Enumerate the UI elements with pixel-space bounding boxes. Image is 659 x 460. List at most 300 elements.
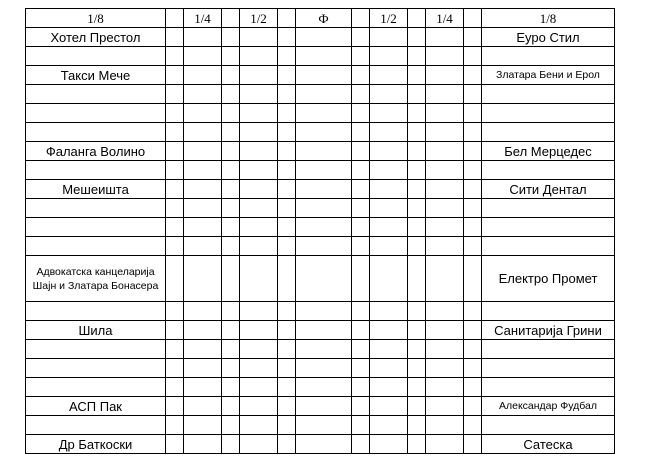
winner-slot xyxy=(240,397,278,416)
bracket-row xyxy=(26,340,615,359)
score-cell xyxy=(464,199,482,218)
round-header-left-r16: 1/8 xyxy=(26,9,166,28)
score-cell xyxy=(166,321,184,340)
score-cell xyxy=(166,180,184,199)
winner-slot xyxy=(184,199,222,218)
score-cell xyxy=(464,435,482,454)
score-cell xyxy=(464,180,482,199)
bracket-row xyxy=(26,161,615,180)
winner-slot xyxy=(240,321,278,340)
winner-slot xyxy=(426,47,464,66)
bracket-row xyxy=(26,104,615,123)
score-cell xyxy=(222,237,240,256)
score-cell xyxy=(278,378,296,397)
winner-slot xyxy=(370,66,408,85)
left-team-slot: АСП Пак xyxy=(26,397,166,416)
winner-slot xyxy=(370,256,408,302)
winner-slot xyxy=(426,180,464,199)
score-cell xyxy=(408,340,426,359)
winner-slot xyxy=(296,199,352,218)
score-cell xyxy=(278,104,296,123)
header-spacer xyxy=(352,9,370,28)
score-cell xyxy=(222,66,240,85)
winner-slot xyxy=(426,416,464,435)
score-cell xyxy=(166,435,184,454)
score-cell xyxy=(464,378,482,397)
winner-slot xyxy=(240,123,278,142)
score-cell xyxy=(408,180,426,199)
right-team-slot xyxy=(482,340,615,359)
winner-slot xyxy=(184,237,222,256)
winner-slot xyxy=(370,161,408,180)
score-cell xyxy=(408,378,426,397)
score-cell xyxy=(352,237,370,256)
header-spacer xyxy=(166,9,184,28)
score-cell xyxy=(464,123,482,142)
bracket-row xyxy=(26,142,615,161)
winner-slot xyxy=(184,416,222,435)
winner-slot xyxy=(426,378,464,397)
winner-slot xyxy=(296,161,352,180)
winner-slot xyxy=(296,28,352,47)
score-cell xyxy=(166,123,184,142)
score-cell xyxy=(278,359,296,378)
left-team-slot: Шила xyxy=(26,321,166,340)
score-cell xyxy=(166,161,184,180)
left-team-slot xyxy=(26,359,166,378)
winner-slot xyxy=(184,47,222,66)
winner-slot xyxy=(240,237,278,256)
winner-slot xyxy=(240,378,278,397)
score-cell xyxy=(408,321,426,340)
score-cell xyxy=(408,85,426,104)
score-cell xyxy=(166,378,184,397)
score-cell xyxy=(408,142,426,161)
left-team-slot: Фаланга Волино xyxy=(26,142,166,161)
winner-slot xyxy=(240,66,278,85)
score-cell xyxy=(408,28,426,47)
score-cell xyxy=(352,47,370,66)
winner-slot xyxy=(296,66,352,85)
score-cell xyxy=(464,47,482,66)
score-cell xyxy=(352,359,370,378)
score-cell xyxy=(464,321,482,340)
winner-slot xyxy=(240,28,278,47)
score-cell xyxy=(352,66,370,85)
winner-slot xyxy=(240,435,278,454)
winner-slot xyxy=(240,104,278,123)
score-cell xyxy=(278,161,296,180)
score-cell xyxy=(222,180,240,199)
score-cell xyxy=(464,359,482,378)
score-cell xyxy=(352,397,370,416)
winner-slot xyxy=(370,435,408,454)
score-cell xyxy=(352,378,370,397)
winner-slot xyxy=(296,359,352,378)
bracket-row xyxy=(26,302,615,321)
bracket-row xyxy=(26,199,615,218)
score-cell xyxy=(408,123,426,142)
score-cell xyxy=(278,302,296,321)
score-cell xyxy=(278,237,296,256)
score-cell xyxy=(278,28,296,47)
score-cell xyxy=(352,199,370,218)
left-team-slot xyxy=(26,416,166,435)
right-team-slot xyxy=(482,47,615,66)
winner-slot xyxy=(184,104,222,123)
score-cell xyxy=(278,85,296,104)
winner-slot xyxy=(426,321,464,340)
score-cell xyxy=(352,218,370,237)
score-cell xyxy=(166,302,184,321)
score-cell xyxy=(278,416,296,435)
winner-slot xyxy=(370,359,408,378)
winner-slot xyxy=(184,66,222,85)
right-team-slot xyxy=(482,104,615,123)
winner-slot xyxy=(240,340,278,359)
score-cell xyxy=(222,302,240,321)
score-cell xyxy=(408,416,426,435)
round-header-left-sf: 1/2 xyxy=(240,9,278,28)
right-team-slot xyxy=(482,123,615,142)
winner-slot xyxy=(370,321,408,340)
score-cell xyxy=(222,340,240,359)
score-cell xyxy=(278,435,296,454)
winner-slot xyxy=(296,378,352,397)
winner-slot xyxy=(426,359,464,378)
winner-slot xyxy=(184,218,222,237)
score-cell xyxy=(222,378,240,397)
score-cell xyxy=(222,104,240,123)
winner-slot xyxy=(184,302,222,321)
winner-slot xyxy=(296,180,352,199)
score-cell xyxy=(408,218,426,237)
score-cell xyxy=(352,435,370,454)
winner-slot xyxy=(370,28,408,47)
right-team-slot xyxy=(482,218,615,237)
right-team-slot: Санитарија Грини xyxy=(482,321,615,340)
score-cell xyxy=(408,397,426,416)
right-team-slot: Бел Мерцедес xyxy=(482,142,615,161)
winner-slot xyxy=(370,340,408,359)
score-cell xyxy=(222,435,240,454)
score-cell xyxy=(464,218,482,237)
header-spacer xyxy=(464,9,482,28)
right-team-slot: Еуро Стил xyxy=(482,28,615,47)
score-cell xyxy=(408,256,426,302)
winner-slot xyxy=(370,123,408,142)
score-cell xyxy=(222,161,240,180)
header-spacer xyxy=(408,9,426,28)
score-cell xyxy=(166,85,184,104)
score-cell xyxy=(222,85,240,104)
right-team-slot xyxy=(482,85,615,104)
winner-slot xyxy=(296,218,352,237)
winner-slot xyxy=(370,104,408,123)
right-team-slot: Електро Промет xyxy=(482,256,615,302)
score-cell xyxy=(222,359,240,378)
winner-slot xyxy=(296,237,352,256)
score-cell xyxy=(408,359,426,378)
right-team-slot: Златара Бени и Ерол xyxy=(482,66,615,85)
left-team-slot xyxy=(26,104,166,123)
winner-slot xyxy=(426,123,464,142)
left-team-slot: Адвокатска канцеларија Шајн и Златара Бонасера xyxy=(26,256,166,302)
score-cell xyxy=(408,435,426,454)
score-cell xyxy=(222,416,240,435)
score-cell xyxy=(278,123,296,142)
bracket-row xyxy=(26,123,615,142)
score-cell xyxy=(408,47,426,66)
score-cell xyxy=(222,47,240,66)
bracket-row xyxy=(26,321,615,340)
score-cell xyxy=(166,28,184,47)
winner-slot xyxy=(426,161,464,180)
winner-slot xyxy=(370,302,408,321)
header-row xyxy=(26,9,615,28)
winner-slot xyxy=(296,123,352,142)
left-team-slot: Мешеишта xyxy=(26,180,166,199)
round-header-right-r16: 1/8 xyxy=(482,9,615,28)
score-cell xyxy=(166,256,184,302)
winner-slot xyxy=(240,218,278,237)
bracket-row xyxy=(26,435,615,454)
left-team-slot xyxy=(26,161,166,180)
score-cell xyxy=(166,47,184,66)
score-cell xyxy=(222,123,240,142)
winner-slot xyxy=(370,47,408,66)
right-team-slot xyxy=(482,378,615,397)
right-team-slot xyxy=(482,237,615,256)
left-team-slot xyxy=(26,378,166,397)
winner-slot xyxy=(370,218,408,237)
bracket-row xyxy=(26,237,615,256)
score-cell xyxy=(408,237,426,256)
bracket-row xyxy=(26,416,615,435)
right-team-slot xyxy=(482,302,615,321)
score-cell xyxy=(464,256,482,302)
score-cell xyxy=(278,180,296,199)
winner-slot xyxy=(184,142,222,161)
score-cell xyxy=(352,302,370,321)
score-cell xyxy=(278,340,296,359)
score-cell xyxy=(352,123,370,142)
score-cell xyxy=(278,47,296,66)
winner-slot xyxy=(370,85,408,104)
score-cell xyxy=(352,321,370,340)
winner-slot xyxy=(296,340,352,359)
bracket-row xyxy=(26,256,615,302)
winner-slot xyxy=(426,237,464,256)
winner-slot xyxy=(370,142,408,161)
winner-slot xyxy=(240,47,278,66)
winner-slot xyxy=(426,256,464,302)
score-cell xyxy=(278,142,296,161)
score-cell xyxy=(352,416,370,435)
left-team-slot xyxy=(26,123,166,142)
winner-slot xyxy=(184,435,222,454)
left-team-slot: Др Баткоски xyxy=(26,435,166,454)
score-cell xyxy=(166,340,184,359)
score-cell xyxy=(464,416,482,435)
score-cell xyxy=(278,256,296,302)
right-team-slot xyxy=(482,416,615,435)
right-team-slot: Сатеска xyxy=(482,435,615,454)
score-cell xyxy=(166,397,184,416)
tournament-bracket xyxy=(25,8,615,454)
score-cell xyxy=(278,321,296,340)
winner-slot xyxy=(370,416,408,435)
winner-slot xyxy=(296,416,352,435)
winner-slot xyxy=(426,28,464,47)
winner-slot xyxy=(426,199,464,218)
bracket-row xyxy=(26,397,615,416)
score-cell xyxy=(278,218,296,237)
round-header-right-sf: 1/2 xyxy=(370,9,408,28)
winner-slot xyxy=(426,104,464,123)
bracket-row xyxy=(26,85,615,104)
score-cell xyxy=(222,397,240,416)
winner-slot xyxy=(370,237,408,256)
right-team-slot: Сити Дентал xyxy=(482,180,615,199)
winner-slot xyxy=(426,435,464,454)
winner-slot xyxy=(184,340,222,359)
score-cell xyxy=(278,199,296,218)
winner-slot xyxy=(296,256,352,302)
winner-slot xyxy=(240,142,278,161)
winner-slot xyxy=(184,180,222,199)
score-cell xyxy=(352,340,370,359)
winner-slot xyxy=(184,161,222,180)
score-cell xyxy=(464,85,482,104)
bracket-row xyxy=(26,66,615,85)
score-cell xyxy=(222,142,240,161)
score-cell xyxy=(166,359,184,378)
bracket-row xyxy=(26,28,615,47)
score-cell xyxy=(408,66,426,85)
winner-slot xyxy=(240,416,278,435)
score-cell xyxy=(222,321,240,340)
winner-slot xyxy=(296,104,352,123)
score-cell xyxy=(464,161,482,180)
header-spacer xyxy=(278,9,296,28)
score-cell xyxy=(464,66,482,85)
winner-slot xyxy=(184,85,222,104)
score-cell xyxy=(222,28,240,47)
score-cell xyxy=(464,237,482,256)
score-cell xyxy=(464,28,482,47)
bracket-row xyxy=(26,218,615,237)
winner-slot xyxy=(184,378,222,397)
left-team-slot xyxy=(26,302,166,321)
score-cell xyxy=(222,199,240,218)
score-cell xyxy=(408,302,426,321)
winner-slot xyxy=(426,85,464,104)
score-cell xyxy=(352,256,370,302)
score-cell xyxy=(352,85,370,104)
winner-slot xyxy=(426,397,464,416)
winner-slot xyxy=(296,321,352,340)
winner-slot xyxy=(370,180,408,199)
round-header-right-qf: 1/4 xyxy=(426,9,464,28)
winner-slot xyxy=(184,28,222,47)
score-cell xyxy=(352,28,370,47)
winner-slot xyxy=(426,142,464,161)
score-cell xyxy=(464,104,482,123)
winner-slot xyxy=(184,359,222,378)
score-cell xyxy=(166,199,184,218)
winner-slot xyxy=(240,199,278,218)
winner-slot xyxy=(240,85,278,104)
right-team-slot xyxy=(482,161,615,180)
score-cell xyxy=(408,199,426,218)
winner-slot xyxy=(370,397,408,416)
right-team-slot xyxy=(482,359,615,378)
score-cell xyxy=(352,104,370,123)
winner-slot xyxy=(426,218,464,237)
winner-slot xyxy=(426,340,464,359)
left-team-slot xyxy=(26,85,166,104)
score-cell xyxy=(464,302,482,321)
score-cell xyxy=(166,104,184,123)
bracket-row xyxy=(26,180,615,199)
winner-slot xyxy=(296,435,352,454)
score-cell xyxy=(166,416,184,435)
left-team-slot xyxy=(26,218,166,237)
left-team-slot: Хотел Престол xyxy=(26,28,166,47)
score-cell xyxy=(166,66,184,85)
score-cell xyxy=(464,340,482,359)
bracket-row xyxy=(26,47,615,66)
winner-slot xyxy=(184,256,222,302)
winner-slot xyxy=(296,85,352,104)
right-team-slot xyxy=(482,199,615,218)
bracket-row xyxy=(26,359,615,378)
score-cell xyxy=(352,142,370,161)
winner-slot xyxy=(240,359,278,378)
winner-slot xyxy=(370,378,408,397)
score-cell xyxy=(166,142,184,161)
winner-slot xyxy=(184,123,222,142)
winner-slot xyxy=(240,256,278,302)
score-cell xyxy=(222,256,240,302)
score-cell xyxy=(222,218,240,237)
right-team-slot: Александар Фудбал xyxy=(482,397,615,416)
left-team-slot xyxy=(26,199,166,218)
score-cell xyxy=(166,218,184,237)
score-cell xyxy=(464,142,482,161)
left-team-slot xyxy=(26,237,166,256)
winner-slot xyxy=(426,302,464,321)
winner-slot xyxy=(240,161,278,180)
score-cell xyxy=(464,397,482,416)
winner-slot xyxy=(370,199,408,218)
winner-slot xyxy=(184,397,222,416)
header-spacer xyxy=(222,9,240,28)
left-team-slot xyxy=(26,340,166,359)
left-team-slot: Такси Мече xyxy=(26,66,166,85)
round-header-left-qf: 1/4 xyxy=(184,9,222,28)
score-cell xyxy=(408,161,426,180)
winner-slot xyxy=(240,302,278,321)
winner-slot xyxy=(296,142,352,161)
winner-slot xyxy=(296,397,352,416)
score-cell xyxy=(408,104,426,123)
winner-slot xyxy=(426,66,464,85)
score-cell xyxy=(352,180,370,199)
score-cell xyxy=(352,161,370,180)
winner-slot xyxy=(184,321,222,340)
